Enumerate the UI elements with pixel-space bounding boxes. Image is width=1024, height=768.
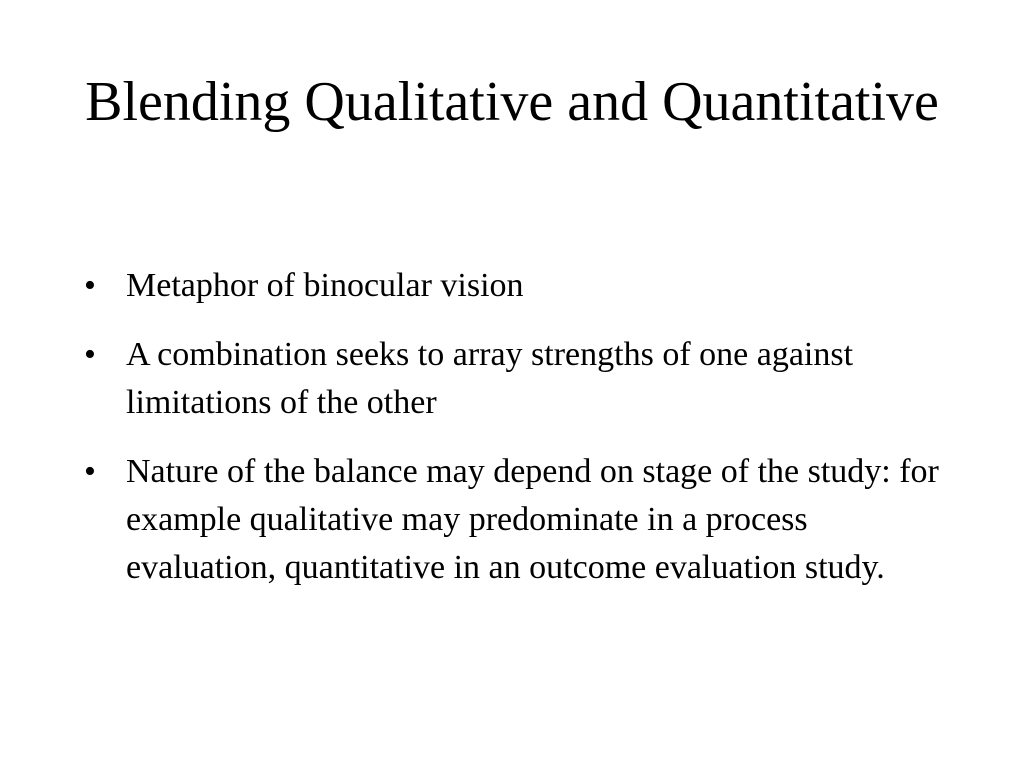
list-item	[84, 262, 964, 310]
bullet-icon: •	[84, 336, 96, 373]
bullet-text: A combination seeks to array strengths of one against limitations of the other	[126, 336, 854, 421]
bullet-icon: •	[84, 267, 96, 304]
list-item	[84, 331, 964, 427]
bullet-icon: •	[84, 453, 96, 490]
bullet-text: Metaphor of binocular vision	[126, 267, 524, 304]
list-item	[84, 448, 964, 592]
slide-title: Blending Qualitative and Quantitative	[85, 71, 939, 133]
bullet-list	[84, 262, 964, 613]
bullet-text: Nature of the balance may depend on stage of the study: for example qualitative may predominate in a process evaluation, quantitative in an outcome evaluation study.	[126, 453, 939, 586]
